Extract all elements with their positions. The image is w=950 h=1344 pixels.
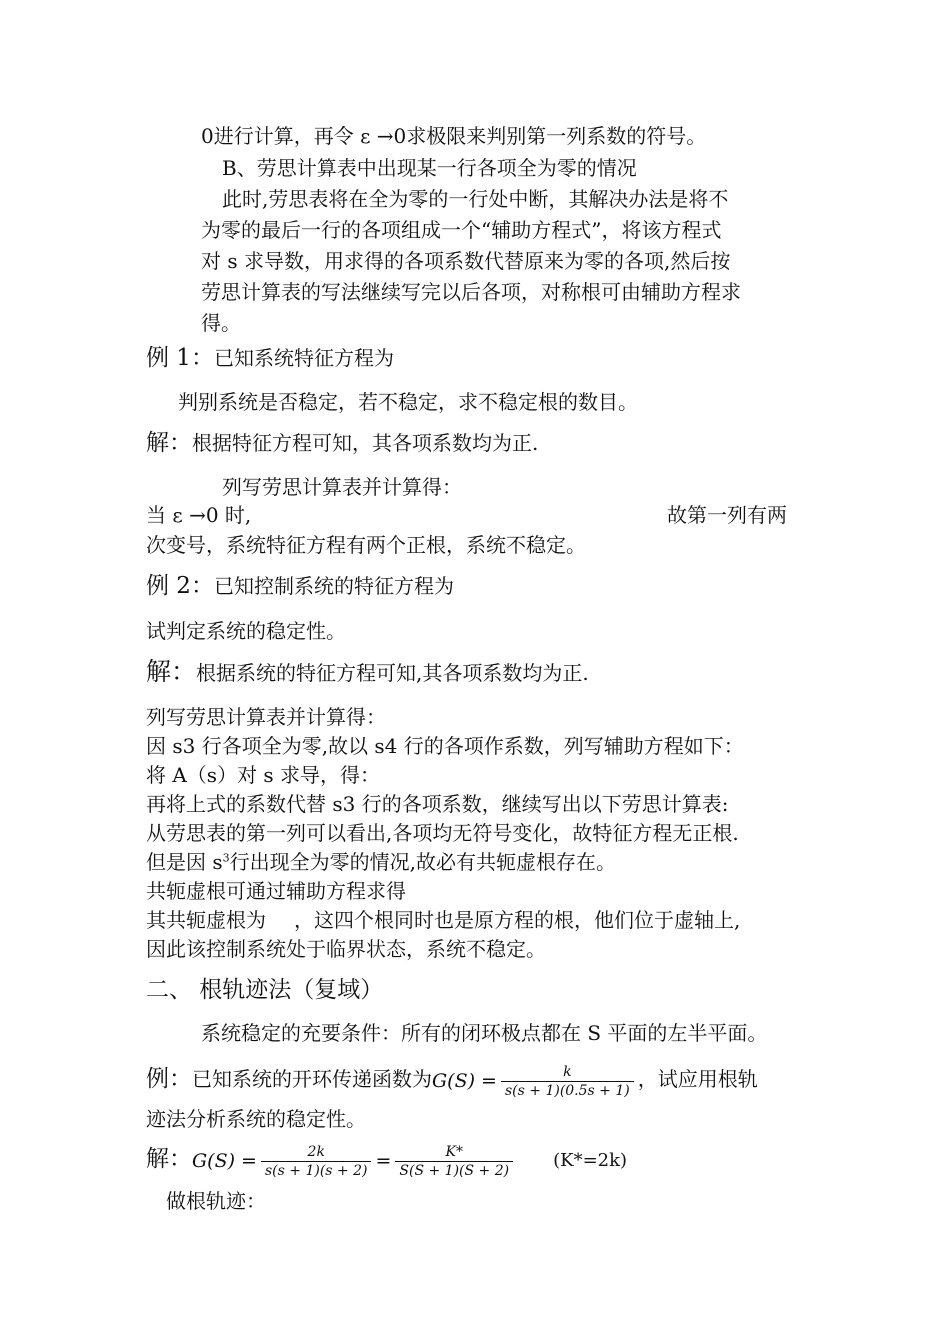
solution-1-step: 列写劳思计算表并计算得： — [222, 475, 462, 499]
example-1-question: 判别系统是否稳定，若不稳定，求不稳定根的数目。 — [178, 390, 638, 414]
solution-1-therefore: 故第一列有两 — [667, 503, 787, 527]
solution-3-formula — [192, 1139, 517, 1183]
formula-1-numerator: k — [563, 1064, 572, 1080]
text-line-4: 为零的最后一行的各项组成一个“辅助方程式”，将该方程式 — [201, 218, 722, 242]
solution-2-text: 根据系统的特征方程可知,其各项系数均为正. — [196, 661, 589, 685]
solution-1-label: 解： — [146, 430, 192, 456]
text-line-6: 劳思计算表的写法继续写完以后各项，对称根可由辅助方程求 — [201, 280, 741, 304]
section-2-heading: 二、 根轨迹法（复域） — [146, 977, 384, 1003]
formula-2-equals: = — [375, 1149, 392, 1172]
solution-2-step-h-pre: 其共轭虚根为 — [146, 908, 266, 932]
solution-2-step-f — [146, 849, 616, 875]
example-2-text: 已知控制系统的特征方程为 — [213, 574, 454, 598]
section-2-condition: 系统稳定的充要条件：所有的闭环极点都在 S 平面的左半平面。 — [201, 1021, 768, 1045]
example-3-after: ，试应用根轨 — [637, 1067, 758, 1091]
formula-2-denominator-2: S(S + 1)(S + 2) — [395, 1161, 513, 1180]
solution-2-step-f-post: 行出现全为零的情况,故必有共轭虚根存在。 — [229, 850, 616, 874]
solution-2-step-h-post: ，这四个根同时也是原方程的根，他们位于虚轴上, — [294, 908, 741, 932]
text-line-5: 对 s 求导数，用求得的各项系数代替原来为零的各项,然后按 — [201, 249, 731, 273]
example-3-text: 已知系统的开环传递函数为 — [192, 1067, 432, 1091]
example-2-label: 例 2： — [146, 573, 214, 599]
example-3 — [146, 1057, 758, 1101]
example-3-line-2: 迹法分析系统的稳定性。 — [146, 1107, 366, 1131]
solution-3-root-locus: 做根轨迹： — [166, 1189, 266, 1213]
solution-2-step-a: 列写劳思计算表并计算得： — [146, 705, 386, 729]
solution-2-step-h — [146, 907, 740, 933]
formula-2-numerator-2: K* — [445, 1144, 463, 1160]
solution-2-step-c: 将 A（s）对 s 求导，得： — [146, 763, 381, 787]
solution-3-note: (K*=2k) — [553, 1150, 628, 1171]
formula-1-denominator: s(s + 1)(0.5s + 1) — [501, 1081, 634, 1100]
solution-1-text: 根据特征方程可知，其各项系数均为正. — [192, 431, 539, 455]
solution-1-conclusion: 次变号，系统特征方程有两个正根，系统不稳定。 — [146, 533, 586, 557]
example-3-label: 例： — [146, 1066, 192, 1092]
formula-2-lhs: G(S) = — [192, 1149, 257, 1172]
formula-1-lhs: G(S) = — [432, 1069, 497, 1092]
text-line-3: 此时,劳思表将在全为零的一行处中断，其解决办法是将不 — [222, 187, 729, 211]
solution-3 — [146, 1137, 627, 1181]
solution-2-conclusion: 因此该控制系统处于临界状态，系统不稳定。 — [146, 937, 546, 961]
example-2-question: 试判定系统的稳定性。 — [146, 619, 346, 643]
solution-2-step-f-sup: 3 — [222, 851, 230, 865]
formula-1-fraction — [501, 1063, 634, 1100]
text-line-1: 0进行计算，再令 ε →0求极限来判别第一列系数的符号。 — [201, 124, 707, 148]
formula-2-fraction-1 — [261, 1143, 371, 1180]
example-2 — [146, 573, 454, 599]
formula-2-numerator-1: 2k — [307, 1144, 325, 1160]
formula-2-fraction-2 — [395, 1143, 513, 1180]
example-1 — [146, 345, 394, 371]
solution-2-step-e: 从劳思表的第一列可以看出,各项均无符号变化，故特征方程无正根. — [146, 821, 739, 845]
solution-2-label: 解： — [146, 657, 197, 686]
solution-2-step-b: 因 s3 行各项全为零,故以 s4 行的各项作系数，列写辅助方程如下： — [146, 734, 744, 758]
solution-2-step-f-pre: 但是因 s — [146, 850, 223, 874]
solution-2 — [146, 659, 589, 686]
example-1-text: 已知系统特征方程为 — [213, 346, 394, 370]
solution-2-step-g: 共轭虚根可通过辅助方程求得 — [146, 879, 406, 903]
solution-1-when: 当 ε →0 时, — [146, 503, 252, 527]
formula-2-denominator-1: s(s + 1)(s + 2) — [261, 1161, 371, 1180]
text-line-2: B、劳思计算表中出现某一行各项全为零的情况 — [222, 156, 637, 180]
solution-2-step-d: 再将上式的系数代替 s3 行的各项系数，继续写出以下劳思计算表: — [146, 792, 729, 816]
transfer-function-formula — [432, 1059, 638, 1103]
solution-1 — [146, 430, 538, 456]
solution-3-label: 解： — [146, 1146, 192, 1172]
text-line-7: 得。 — [201, 311, 241, 335]
example-1-label: 例 1： — [146, 345, 214, 371]
